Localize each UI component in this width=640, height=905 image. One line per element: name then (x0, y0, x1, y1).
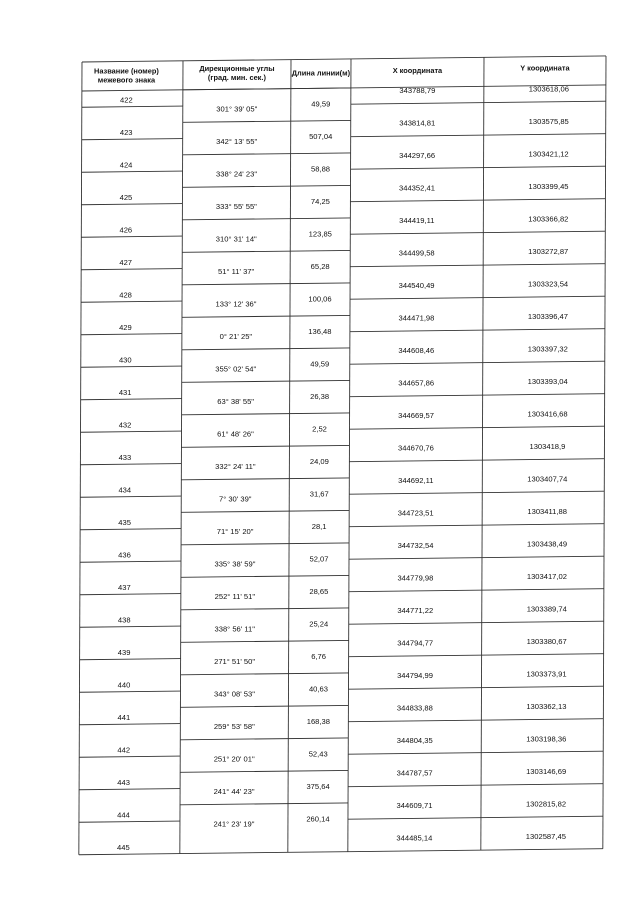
grid-line (80, 659, 181, 660)
y-coordinate: 1303618,06 (528, 84, 569, 94)
x-coordinate: 344771,22 (397, 606, 434, 616)
grid-line (351, 166, 606, 169)
x-coordinate: 344419,11 (399, 216, 435, 226)
y-coordinate: 1303397,32 (527, 344, 568, 354)
line-length: 136,48 (308, 327, 332, 337)
grid-line (181, 608, 349, 610)
line-length: 100,06 (308, 294, 332, 304)
header-name-line1: Название (номер) (94, 66, 159, 76)
y-coordinate: 1303416,68 (527, 409, 568, 419)
grid-line (181, 640, 349, 642)
grid-line (351, 134, 606, 137)
y-coordinate: 1303362,13 (526, 702, 567, 712)
direction-angle: 63° 38' 55" (217, 396, 254, 406)
grid-line (80, 626, 181, 627)
grid-line (81, 301, 182, 302)
grid-line (80, 464, 181, 465)
y-coordinate: 1303393,04 (527, 377, 568, 387)
point-name: 432 (118, 420, 132, 430)
direction-angle: 301° 39' 05" (216, 104, 258, 114)
y-coordinate: 1302587,45 (525, 832, 566, 842)
grid-line (81, 236, 182, 237)
point-name: 443 (117, 777, 130, 787)
x-coordinate: 344657,86 (398, 378, 435, 388)
y-coordinate: 1303272,87 (528, 247, 569, 257)
point-name: 445 (117, 842, 130, 852)
grid-line (481, 57, 484, 850)
point-name: 444 (117, 810, 130, 820)
point-name: 434 (118, 485, 132, 495)
grid-line (79, 789, 180, 790)
grid-line (182, 380, 350, 382)
direction-angle: 51° 11' 37" (218, 266, 255, 276)
grid-line (348, 719, 603, 722)
y-coordinate: 1303380,67 (526, 637, 567, 647)
grid-line (348, 686, 603, 689)
grid-line (350, 394, 605, 397)
direction-angle: 343° 08' 53" (213, 689, 255, 699)
line-length: 2,52 (312, 424, 327, 434)
header-y: Y координата (520, 63, 570, 73)
grid-line (348, 59, 351, 852)
line-length: 52,07 (309, 554, 329, 564)
direction-angle: 241° 44' 23" (213, 786, 255, 796)
line-length: 65,28 (310, 262, 330, 272)
header-angle-line2: (град. мин. сек.) (207, 73, 266, 83)
grid-line (181, 445, 349, 447)
grid-line (81, 204, 182, 205)
point-name: 442 (117, 745, 131, 755)
grid-line (348, 784, 603, 787)
grid-line (182, 250, 350, 252)
grid-line (79, 691, 180, 692)
direction-angle: 332° 24' 11" (215, 461, 256, 471)
grid-line (349, 621, 604, 624)
x-coordinate: 344787,57 (396, 768, 433, 778)
grid-line (81, 269, 182, 270)
y-coordinate: 1303411,88 (527, 507, 567, 517)
grid-line (182, 348, 350, 350)
line-length: 74,25 (310, 197, 330, 207)
point-name: 426 (119, 225, 133, 235)
point-name: 433 (118, 452, 132, 462)
grid-line (182, 185, 350, 187)
y-coordinate: 1303389,74 (526, 604, 567, 614)
grid-line (80, 561, 181, 562)
line-length: 24,09 (309, 457, 329, 467)
y-coordinate: 1303421,12 (528, 149, 569, 159)
grid-line (181, 575, 349, 577)
x-coordinate: 344540,49 (398, 281, 435, 291)
grid-line (80, 529, 181, 530)
grid-line (183, 88, 351, 90)
grid-line (180, 803, 348, 805)
grid-line (351, 101, 606, 104)
direction-angle: 310° 31' 14" (215, 234, 257, 244)
direction-angle: 241° 23' 19" (213, 819, 255, 829)
grid-line (349, 524, 604, 527)
y-coordinate: 1303575,85 (528, 117, 569, 127)
header-x: X координата (392, 66, 443, 76)
direction-angle: 251° 20' 01" (213, 754, 255, 764)
line-length: 49,59 (310, 359, 330, 369)
grid-line (79, 724, 180, 725)
grid-line (182, 413, 350, 415)
line-length: 375,64 (306, 782, 330, 792)
grid-line (181, 478, 349, 480)
x-coordinate: 344794,77 (397, 638, 434, 648)
x-coordinate: 343814,81 (399, 118, 436, 128)
grid-line (603, 56, 606, 849)
grid-line (181, 543, 349, 545)
grid-line (181, 673, 349, 675)
header-length: Длина линии(м) (291, 68, 351, 78)
point-name: 436 (118, 550, 131, 560)
grid-line (182, 315, 350, 317)
direction-angle: 71° 15' 20" (216, 526, 254, 536)
grid-line (350, 231, 605, 234)
line-length: 28,1 (311, 522, 327, 532)
y-coordinate: 1302815,82 (525, 799, 567, 809)
grid-line (79, 849, 603, 855)
y-coordinate: 1303417,02 (526, 572, 567, 582)
point-name: 431 (118, 387, 132, 397)
point-name: 438 (117, 615, 131, 625)
grid-line (180, 61, 183, 854)
point-name: 424 (119, 160, 133, 170)
point-name: 440 (117, 680, 131, 690)
line-length: 28,65 (309, 587, 329, 597)
line-length: 123,85 (308, 229, 332, 239)
point-name: 435 (118, 517, 131, 527)
line-length: 507,04 (309, 132, 333, 142)
direction-angle: 355° 02' 54" (215, 364, 257, 374)
y-coordinate: 1303438,49 (526, 539, 568, 549)
x-coordinate: 344608,46 (398, 346, 435, 356)
x-coordinate: 344779,98 (397, 573, 434, 583)
grid-line (180, 770, 348, 772)
header-name-line2: межевого знака (97, 75, 156, 85)
direction-angle: 333° 55' 55" (215, 201, 257, 211)
grid-line (288, 60, 291, 853)
grid-line (349, 654, 604, 657)
x-coordinate: 344352,41 (399, 183, 435, 193)
grid-line (349, 589, 604, 592)
grid-line (350, 296, 605, 299)
grid-line (181, 510, 349, 512)
x-coordinate: 344609,71 (396, 801, 433, 811)
direction-angle: 338° 24' 23" (216, 169, 258, 179)
grid-line (82, 56, 606, 62)
grid-line (81, 399, 182, 400)
grid-line (180, 705, 348, 707)
table-header (94, 64, 570, 85)
line-length: 40,63 (308, 684, 328, 694)
direction-angle: 61° 48' 26" (217, 429, 254, 439)
grid-line (350, 426, 605, 429)
y-coordinate: 1303396,47 (527, 312, 569, 322)
grid-line (350, 264, 605, 267)
y-coordinate: 1303146,69 (526, 767, 567, 777)
grid-line (82, 139, 183, 140)
grid-line (81, 366, 182, 367)
direction-angle: 133° 12' 36" (215, 299, 257, 309)
grid-line (349, 459, 604, 462)
line-length: 31,67 (309, 489, 329, 499)
point-name: 439 (117, 647, 131, 657)
grid-line (82, 171, 183, 172)
point-name: 437 (118, 582, 131, 592)
y-coordinate: 1303418,9 (529, 442, 566, 452)
y-coordinate: 1303198,36 (526, 734, 567, 744)
x-coordinate: 344732,54 (397, 541, 434, 551)
grid-line (183, 153, 351, 155)
point-name: 423 (119, 127, 133, 137)
y-coordinate: 1303323,54 (528, 279, 569, 289)
x-coordinate: 344833,88 (396, 703, 433, 713)
grid-line (349, 556, 604, 559)
point-name: 422 (120, 95, 133, 105)
grid-line (82, 106, 183, 107)
point-name: 430 (118, 355, 132, 365)
line-length: 26,38 (310, 392, 330, 402)
grid-line (81, 334, 182, 335)
direction-angle: 0° 21' 25" (219, 331, 253, 341)
grid-line (348, 751, 603, 754)
line-length: 58,88 (311, 164, 331, 174)
grid-line (182, 283, 350, 285)
line-length: 260,14 (306, 814, 330, 824)
point-name: 441 (117, 712, 131, 722)
x-coordinate: 343788,79 (399, 86, 436, 96)
grid-line (183, 120, 351, 122)
x-coordinate: 344297,66 (399, 151, 436, 161)
x-coordinate: 344804,35 (396, 736, 433, 746)
grid-line (80, 496, 181, 497)
x-coordinate: 344669,57 (398, 411, 435, 421)
grid-line (81, 431, 182, 432)
point-name: 427 (119, 257, 133, 267)
x-coordinate: 344723,51 (397, 508, 434, 518)
y-coordinate: 1303399,45 (528, 182, 569, 192)
grid-line (350, 361, 605, 364)
x-coordinate: 344692,11 (398, 476, 434, 486)
line-length: 49,59 (311, 99, 331, 109)
line-length: 6,76 (311, 652, 326, 662)
grid-line (180, 738, 348, 740)
direction-angle: 338° 56' 11" (214, 624, 255, 634)
x-coordinate: 344485,14 (396, 833, 433, 843)
x-coordinate: 344471,98 (398, 313, 435, 323)
x-coordinate: 344499,58 (398, 248, 435, 258)
x-coordinate: 344670,76 (397, 443, 434, 453)
direction-angle: 259° 53' 58" (213, 721, 255, 731)
grid-line (350, 329, 605, 332)
header-angle-line1: Дирекционные углы (199, 64, 275, 74)
point-name: 428 (119, 290, 132, 300)
grid-line (79, 756, 180, 757)
grid-line (79, 821, 180, 822)
grid-line (348, 816, 603, 819)
x-coordinate: 344794,99 (397, 671, 433, 681)
direction-angle: 335° 38' 59" (214, 559, 256, 569)
grid-line (350, 199, 605, 202)
direction-angle: 342° 13' 55" (216, 136, 258, 146)
direction-angle: 7° 30' 39" (218, 494, 252, 504)
point-name: 425 (119, 192, 133, 202)
y-coordinate: 1303366,82 (528, 214, 569, 224)
grid-line (349, 491, 604, 494)
point-name: 429 (119, 322, 132, 332)
line-length: 25,24 (309, 619, 329, 629)
direction-angle: 252° 11' 51" (214, 591, 256, 601)
line-length: 52,43 (308, 749, 328, 759)
grid-line (80, 594, 181, 595)
y-coordinate: 1303407,74 (527, 474, 568, 484)
grid-line (79, 62, 82, 855)
y-coordinate: 1303373,91 (526, 669, 567, 679)
grid-line (182, 218, 350, 220)
direction-angle: 271° 51' 50" (214, 656, 256, 666)
line-length: 168,38 (306, 717, 330, 727)
